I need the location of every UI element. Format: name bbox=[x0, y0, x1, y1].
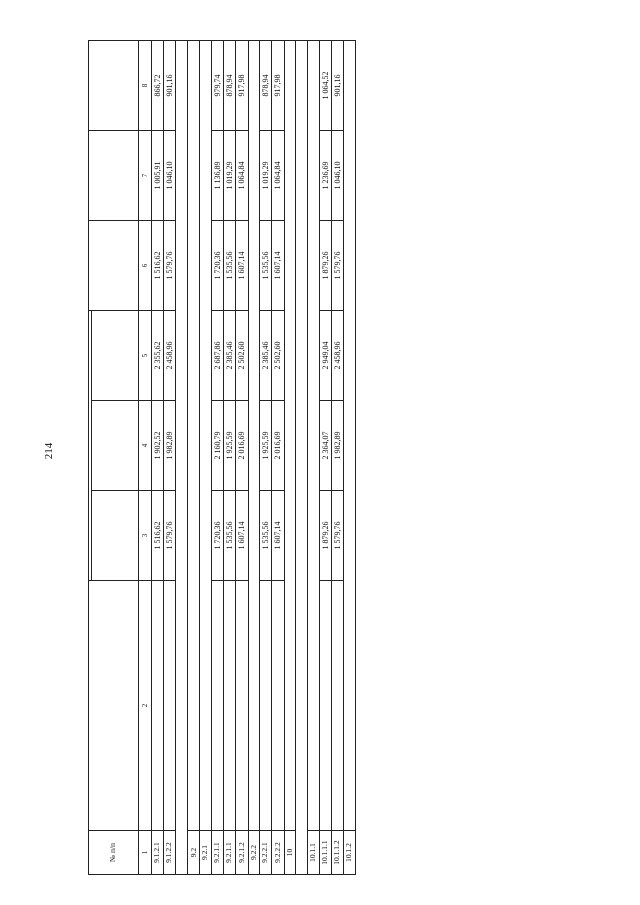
value-v8: 1 064,52 bbox=[319, 40, 331, 130]
row-code: 9.2.1 bbox=[200, 831, 212, 875]
column-number: 3 bbox=[139, 491, 152, 581]
column-number: 2 bbox=[139, 581, 152, 831]
value-v5: 2 687,86 bbox=[212, 310, 224, 400]
column-number: 5 bbox=[139, 310, 152, 400]
value-v7: 1 019,29 bbox=[224, 130, 236, 220]
code-only-row bbox=[188, 40, 200, 874]
value-v5: 2 458,96 bbox=[332, 310, 344, 400]
header-group bbox=[89, 581, 139, 831]
column-number: 8 bbox=[139, 40, 152, 130]
row-group-description bbox=[236, 581, 248, 831]
table-row bbox=[319, 40, 331, 874]
header-col7 bbox=[89, 130, 139, 220]
value-v4: 2 016,69 bbox=[272, 401, 284, 491]
value-v5: 2 502,60 bbox=[236, 310, 248, 400]
row-code: 9.2 bbox=[188, 831, 200, 875]
header-col6 bbox=[89, 220, 139, 310]
row-group-description bbox=[260, 581, 272, 831]
value-v6: 1 879,26 bbox=[319, 220, 331, 310]
value-v4: 1 925,59 bbox=[224, 401, 236, 491]
row-group-description bbox=[152, 581, 164, 831]
period-section-row bbox=[176, 40, 188, 874]
subsection-row bbox=[248, 40, 260, 874]
table-body bbox=[152, 40, 356, 874]
subsection-row bbox=[284, 40, 296, 874]
subsection-title bbox=[248, 40, 260, 830]
row-code: 9.2.1.1 bbox=[224, 831, 236, 875]
row-code: 9.1.2.2 bbox=[164, 831, 176, 875]
rotated-table-page bbox=[88, 41, 560, 875]
value-v6: 1 535,56 bbox=[224, 220, 236, 310]
value-v8: 901,16 bbox=[332, 40, 344, 130]
value-v3: 1 607,14 bbox=[272, 491, 284, 581]
period-label bbox=[296, 40, 308, 874]
row-code: 9.2.2.1 bbox=[260, 831, 272, 875]
value-v3: 1 607,14 bbox=[236, 491, 248, 581]
period-label bbox=[176, 40, 188, 874]
value-v4: 1 925,59 bbox=[260, 401, 272, 491]
value-v8: 878,94 bbox=[224, 40, 236, 130]
table-row bbox=[212, 40, 224, 874]
row-code: 9.2.2.2 bbox=[272, 831, 284, 875]
header-col8 bbox=[89, 40, 139, 130]
table-row bbox=[236, 40, 248, 874]
table-row bbox=[260, 40, 272, 874]
value-v6: 1 579,76 bbox=[332, 220, 344, 310]
row-group-description bbox=[319, 581, 331, 831]
row-code: 10.1.1.1 bbox=[319, 831, 331, 875]
table-row bbox=[272, 40, 284, 874]
subsection-title bbox=[308, 40, 320, 830]
row-group-description bbox=[212, 581, 224, 831]
value-v8: 878,94 bbox=[260, 40, 272, 130]
page-number: 214 bbox=[43, 442, 55, 460]
table-row bbox=[152, 40, 164, 874]
value-v7: 1 064,84 bbox=[236, 130, 248, 220]
value-v8: 901,16 bbox=[164, 40, 176, 130]
value-v3: 1 579,76 bbox=[332, 491, 344, 581]
header-col5 bbox=[92, 310, 139, 400]
value-v3: 1 720,36 bbox=[212, 491, 224, 581]
row-code: 10 bbox=[284, 831, 296, 875]
table-row bbox=[164, 40, 176, 874]
value-v4: 1 982,89 bbox=[332, 401, 344, 491]
value-v5: 2 385,46 bbox=[260, 310, 272, 400]
subsection-title bbox=[344, 40, 356, 830]
value-v3: 1 579,76 bbox=[164, 491, 176, 581]
value-v3: 1 535,56 bbox=[260, 491, 272, 581]
row-code: 9.2.1.2 bbox=[236, 831, 248, 875]
value-v6: 1 516,62 bbox=[152, 220, 164, 310]
row-code: 10.1.2 bbox=[344, 831, 356, 875]
value-v4: 2 016,69 bbox=[236, 401, 248, 491]
value-v4: 1 982,89 bbox=[164, 401, 176, 491]
value-v4: 2 160,79 bbox=[212, 401, 224, 491]
value-v3: 1 535,56 bbox=[224, 491, 236, 581]
row-code: 10.1.1.2 bbox=[332, 831, 344, 875]
value-v7: 1 005,91 bbox=[152, 130, 164, 220]
value-v5: 2 458,96 bbox=[164, 310, 176, 400]
row-group-description bbox=[164, 581, 176, 831]
value-v3: 1 516,62 bbox=[152, 491, 164, 581]
value-v7: 1 236,69 bbox=[319, 130, 331, 220]
subsection-row bbox=[308, 40, 320, 874]
subsection-title bbox=[200, 40, 212, 830]
row-code: 9.2.1.1 bbox=[212, 831, 224, 875]
header-col4 bbox=[92, 401, 139, 491]
value-v4: 1 902,52 bbox=[152, 401, 164, 491]
table-row bbox=[332, 40, 344, 874]
value-v7: 1 046,10 bbox=[332, 130, 344, 220]
table-row bbox=[224, 40, 236, 874]
value-v7: 1 046,10 bbox=[164, 130, 176, 220]
value-v5: 2 949,04 bbox=[319, 310, 331, 400]
empty-cell bbox=[188, 40, 200, 830]
subsection-title bbox=[284, 40, 296, 830]
row-code: 9.2.2 bbox=[248, 831, 260, 875]
value-v5: 2 502,60 bbox=[272, 310, 284, 400]
value-v4: 2 364,07 bbox=[319, 401, 331, 491]
column-number: 6 bbox=[139, 220, 152, 310]
header-col3 bbox=[92, 491, 139, 581]
value-v7: 1 019,29 bbox=[260, 130, 272, 220]
column-number-row bbox=[139, 40, 152, 874]
row-code: 10.1.1 bbox=[308, 831, 320, 875]
column-number: 7 bbox=[139, 130, 152, 220]
column-number: 1 bbox=[139, 831, 152, 875]
column-number: 4 bbox=[139, 401, 152, 491]
value-v8: 979,74 bbox=[212, 40, 224, 130]
value-v8: 917,98 bbox=[236, 40, 248, 130]
value-v6: 1 607,14 bbox=[236, 220, 248, 310]
row-group-description bbox=[332, 581, 344, 831]
value-v5: 2 355,62 bbox=[152, 310, 164, 400]
value-v6: 1 579,76 bbox=[164, 220, 176, 310]
period-section-row bbox=[296, 40, 308, 874]
value-v3: 1 879,26 bbox=[319, 491, 331, 581]
value-v6: 1 607,14 bbox=[272, 220, 284, 310]
value-v6: 1 720,36 bbox=[212, 220, 224, 310]
value-v5: 2 385,46 bbox=[224, 310, 236, 400]
header-number: № п/п bbox=[89, 831, 139, 875]
subsidy-standards-table bbox=[88, 40, 356, 875]
subsection-row bbox=[344, 40, 356, 874]
row-group-description bbox=[272, 581, 284, 831]
value-v6: 1 535,56 bbox=[260, 220, 272, 310]
value-v7: 1 064,84 bbox=[272, 130, 284, 220]
row-code: 9.1.2.1 bbox=[152, 831, 164, 875]
value-v8: 866,72 bbox=[152, 40, 164, 130]
value-v8: 917,98 bbox=[272, 40, 284, 130]
subsection-row bbox=[200, 40, 212, 874]
value-v7: 1 136,89 bbox=[212, 130, 224, 220]
row-group-description bbox=[224, 581, 236, 831]
